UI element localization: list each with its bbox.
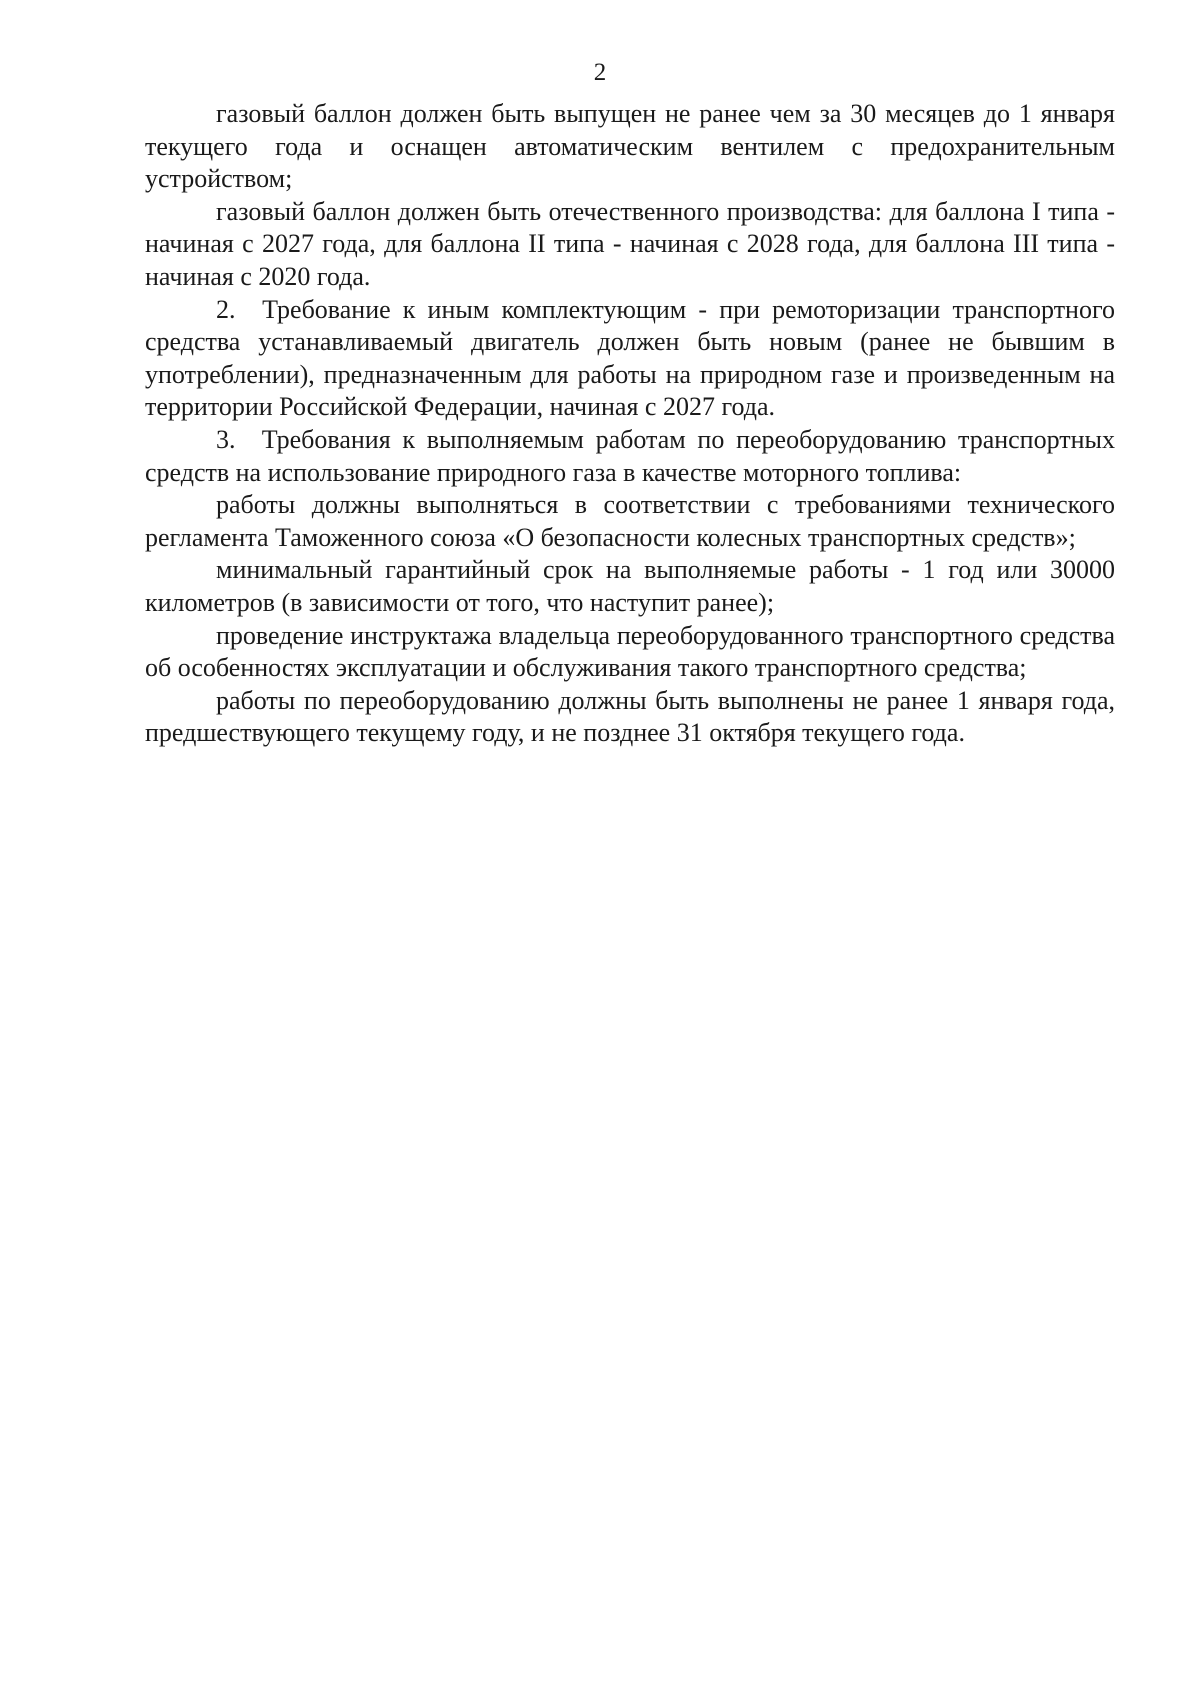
paragraph-work-deadline: работы по переоборудованию должны быть выполнены не ранее 1 января года, предшествующего текущему году, и не позднее 31 октября текущего года. [145,685,1115,748]
paragraph-warranty-period: минимальный гарантийный срок на выполняемые работы - 1 год или 30000 километров (в зависимости от того, что наступит ранее); [145,555,1115,617]
page-number: 2 [593,59,607,86]
document-body [145,98,1115,750]
paragraph-number: 2. [216,294,236,324]
paragraph-technical-regulation: работы должны выполняться в соответствии с требованиями технического регламента Таможенного союза «О безопасности колесных транспортных средств»; [145,490,1115,552]
paragraph-number: 3. [216,424,236,454]
paragraph-text: Требования к выполняемым работам по переоборудованию транспортных средств на использование природного газа в качестве моторного топлива: [145,424,1116,487]
paragraph-text: Требование к иным комплектующим - при ремоторизации транспортного средства устанавливаемый двигатель должен быть новым (ранее не бывшим в употреблении), предназначенным для работы на природном газе и произведенным на территории Российской Федерации, начиная с 2027 года. [145,294,1115,422]
paragraph-cylinder-domestic-production: газовый баллон должен быть отечественного производства: для баллона I типа - начиная с 2027 года, для баллона II типа - начиная с 2028 года, для баллона III типа - начиная с 2020 года. [145,196,1115,291]
paragraph-cylinder-manufacture-date: газовый баллон должен быть выпущен не ранее чем за 30 месяцев до 1 января текущего года и оснащен автоматическим вентилем с предохранительным устройством; [145,99,1115,194]
paragraph-owner-instruction: проведение инструктажа владельца переоборудованного транспортного средства об особенностях эксплуатации и обслуживания такого транспортного средства; [145,620,1115,683]
paragraph-requirement-2 [145,294,1115,424]
paragraph-requirement-3 [145,424,1115,489]
